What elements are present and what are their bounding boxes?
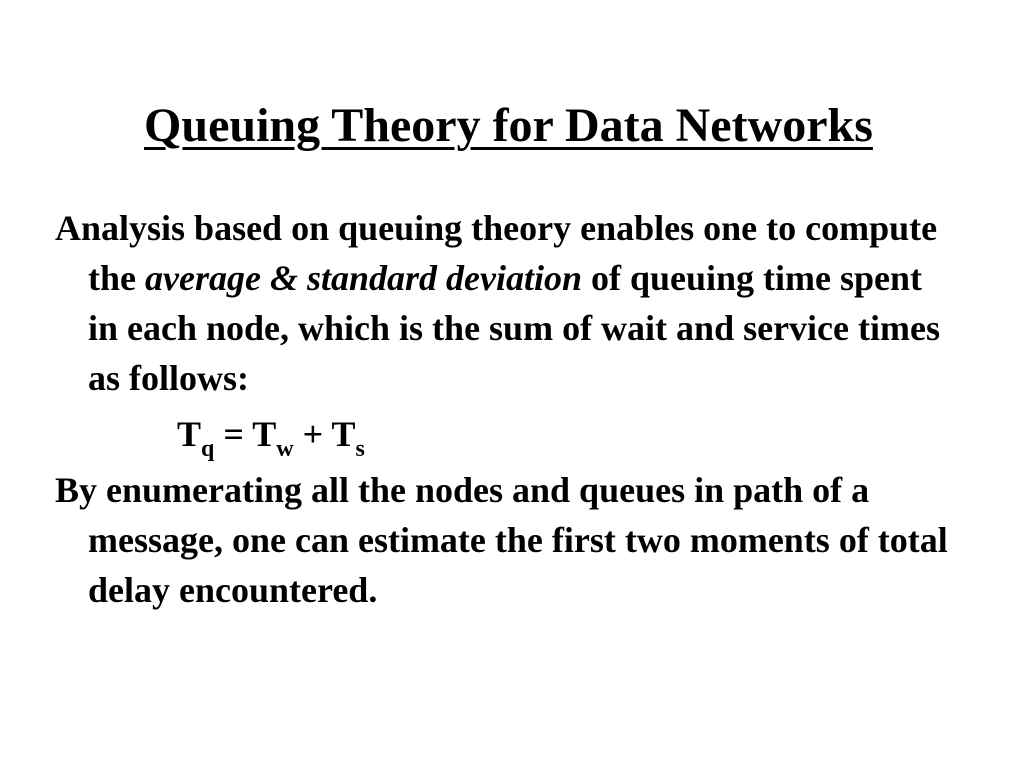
equation-equals: = (214, 414, 253, 454)
equation-wait-subscript: w (276, 436, 294, 462)
equation-service-symbol: T (331, 414, 356, 454)
paragraph-analysis-text-end: of queuing time spent in each node, which is the sum of wait and service times as follows: (88, 258, 940, 398)
equation-service-subscript: s (355, 436, 365, 462)
equation-lhs-symbol: T (177, 414, 202, 454)
paragraph-analysis-text-start: Analysis based on queuing theory enables one to compute the (55, 208, 938, 298)
paragraph-enumerating: By enumerating all the nodes and queues in path of a message, one can estimate the first two moments of total delay encountered. (55, 470, 948, 610)
paragraph-analysis-emphasis: average & standard deviation (145, 258, 582, 298)
slide-title: Queuing Theory for Data Networks (144, 99, 873, 152)
queuing-time-equation (55, 403, 960, 465)
equation-wait-symbol: T (252, 414, 277, 454)
paragraph-analysis (55, 203, 960, 403)
equation-lhs-subscript: q (201, 436, 215, 462)
slide-body (55, 203, 960, 615)
equation-plus: + (293, 414, 332, 454)
